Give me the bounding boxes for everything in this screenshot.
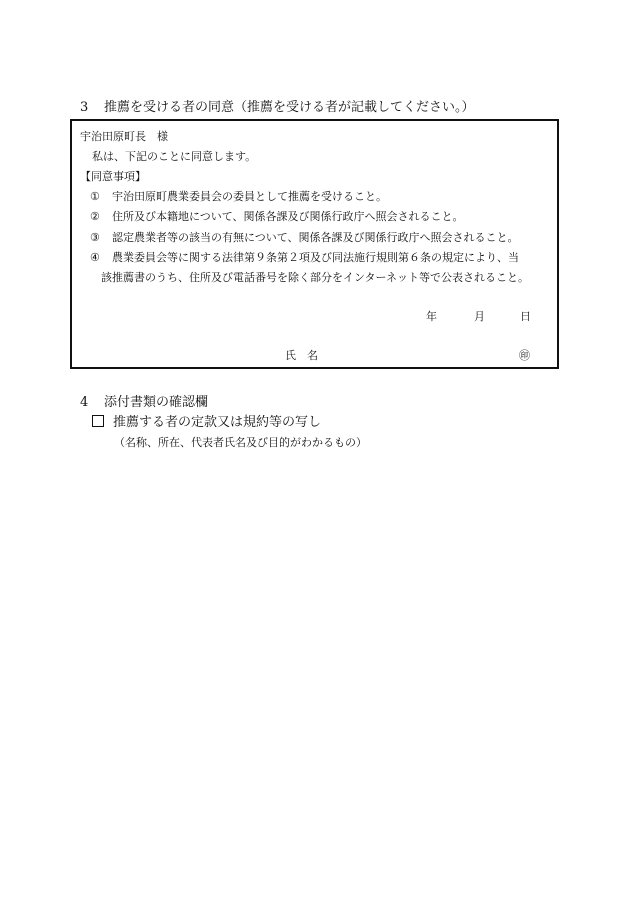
attachment-checkbox-label: 推薦する者の定款又は規約等の写し: [113, 415, 322, 430]
seal-mark: ㊞: [519, 349, 530, 362]
date-month-label: 月: [474, 310, 485, 323]
consent-item-mark: ④: [90, 251, 100, 264]
consent-box: [70, 119, 559, 369]
consent-item-mark: ②: [90, 210, 100, 223]
consent-item-continuation: 該推薦書のうち、住所及び電話番号を除く部分をインターネット等で公表されること。: [101, 271, 530, 284]
consent-item: [90, 211, 464, 222]
date-day-label: 日: [520, 310, 531, 323]
section-3-heading: [80, 101, 475, 114]
addressee: 宇治田原町長 様: [80, 130, 168, 143]
consent-statement: 私は、下記のことに同意します。: [92, 150, 257, 163]
consent-item-mark: ①: [90, 190, 100, 203]
date-year-label: 年: [426, 310, 437, 323]
section-4-title: 添付書類の確認欄: [104, 395, 209, 410]
consent-item: [90, 191, 387, 202]
consent-item-mark: ③: [90, 231, 100, 244]
section-4-number: 4: [80, 395, 89, 410]
consent-items-heading: 【同意事項】: [80, 170, 146, 183]
section-4-heading: [80, 396, 208, 409]
consent-item: [90, 252, 519, 263]
attachment-checkbox-row[interactable]: [92, 415, 321, 429]
consent-item-text: 住所及び本籍地について、関係各課及び関係行政庁へ照会されること。: [112, 210, 464, 223]
consent-item-text: 農業委員会等に関する法律第９条第２項及び同法施行規則第６条の規定により、当: [112, 251, 519, 264]
consent-item: [90, 232, 519, 243]
attachment-note: （名称、所在、代表者氏名及び目的がわかるもの）: [114, 436, 367, 449]
attachment-checkbox[interactable]: [92, 415, 104, 427]
consent-item-text: 宇治田原町農業委員会の委員として推薦を受けること。: [112, 190, 387, 203]
name-label: 氏 名: [285, 349, 318, 362]
section-3-number: 3: [80, 100, 89, 115]
consent-item-text: 認定農業者等の該当の有無について、関係各課及び関係行政庁へ照会されること。: [112, 231, 519, 244]
section-3-title: 推薦を受ける者の同意（推薦を受ける者が記載してください。）: [104, 100, 475, 115]
